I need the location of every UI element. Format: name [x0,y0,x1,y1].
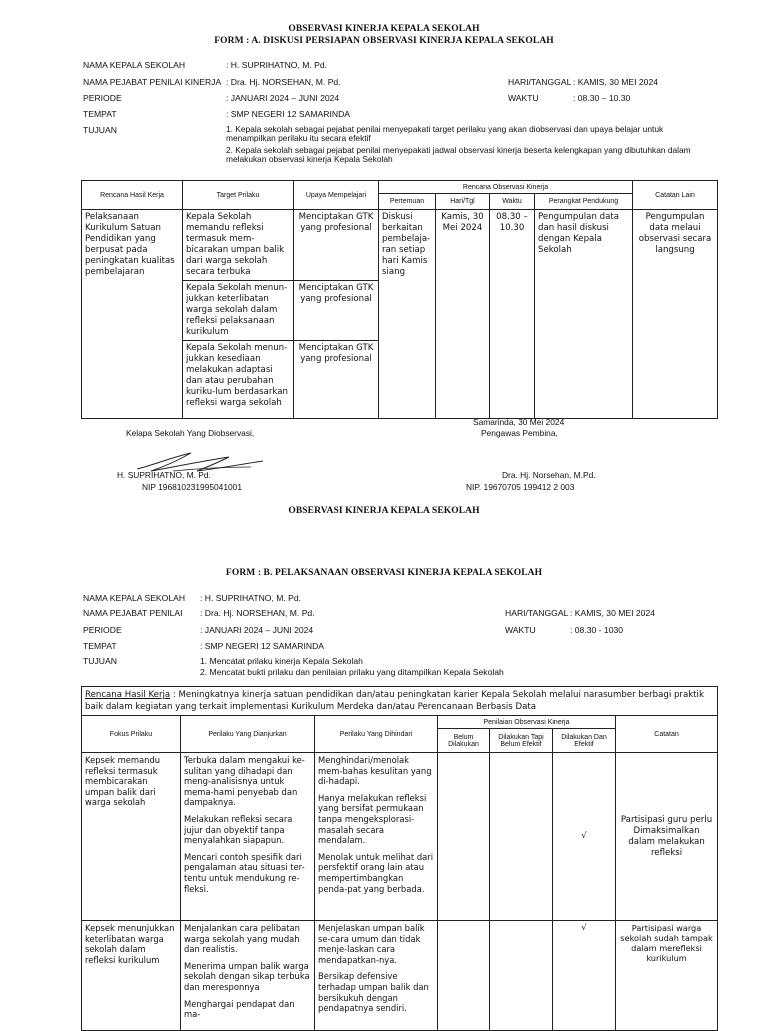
a-periode-label: PERIODE [83,93,122,103]
a-left-title: Kelapa Sekolah Yang Diobservasi, [126,428,255,438]
b-hari-label: HARI/TANGGAL [505,608,569,618]
form-b-table [81,686,718,1031]
b-row2-dianjurkan [181,921,315,1031]
form-a-table [81,180,718,419]
b-row2-anjur-3: Menghargai pendapat dan ma- [184,998,295,1020]
form-a-subtitle: FORM : A. DISKUSI PERSIAPAN OBSERVASI KINERJA KEPALA SEKOLAH [214,36,554,46]
b-tujuan-label: TUJUAN [83,656,117,666]
b-header-penilaian: Penilaian Observasi Kinerja [438,716,616,729]
b-row1-belum [438,753,490,921]
b-row1-efektif-check: √ [553,753,616,921]
b-row1-catatan: Partisipasi guru perlu Dimaksimalkan dalam melakukan refleksi [616,753,718,921]
b-row2-tapi [490,921,553,1031]
a-header-rhk: Rencana Hasil Kerja [82,181,183,210]
b-rencana-hasil-kerja [82,687,718,716]
b-row2-efektif-check: √ [553,921,616,1031]
a-periode-value: : JANUARI 2024 – JUNI 2024 [226,93,340,103]
a-header-pertemuan: Pertemuan [379,194,436,210]
a-tempat-value: : SMP NEGERI 12 SAMARINDA [226,109,351,119]
b-rk-text: : Meningkatnya kinerja satuan pendidikan dan/atau peningkatan karier Kepala Sekolah melalui narasumber berbagi praktik baik dalam kegiatan yang terkait implementasi Kurikulum Merdeka dan/atau Perencanaan Berbasis Data [85,690,704,712]
a-cell-waktu: 08.30 – 10.30 [490,210,535,419]
a-tujuan-2: 2. Kepala sekolah sebagai pejabat penilai menyepakati jadwal observasi kinerja beserta kelengkapan yang dibutuhkan dalam melakukan observasi kinerja Kepala Sekolah [226,145,691,165]
a-tujuan-label: TUJUAN [83,125,117,135]
a-cell-catatan: Pengumpulan data melaui observasi secara langsung [633,210,718,419]
a-cell-upaya-2: Menciptakan GTK yang profesional [294,281,379,341]
b-row1-dianjurkan [181,753,315,921]
a-header-rencana: Rencana Observasi Kinerja [379,181,633,194]
b-waktu-value: : 08.30 - 1030 [570,625,624,635]
b-row2-dihindari [315,921,438,1031]
b-row1-anjur-3: Mencari contoh spesifik dari pengalaman atau situasi ter-tentu untuk mendukung re-fleksi. [184,851,305,894]
a-tempat-label: TEMPAT [83,109,117,119]
form-b-title: FORM : B. PELAKSANAAN OBSERVASI KINERJA KEPALA SEKOLAH [225,568,543,578]
b-header-belum: Belum Dilakukan [438,729,490,753]
b-nama-kepsek-value: : H. SUPRIHATNO, M. Pd. [200,593,302,603]
a-cell-target-3: Kepala Sekolah menun-jukkan kesediaan melakukan adaptasi dan atau perubahan kuriku-lum berdasarkan refleksi warga sekolah [183,341,294,419]
b-row1-hindar-2: Hanya melakukan refleksi yang bersifat permukaan tanpa mengeksplorasi-masalah secara mendalam. [318,792,427,846]
b-row2-belum [438,921,490,1031]
a-header-catatan: Catatan Lain [633,181,718,210]
b-nama-penilai-label: NAMA PEJABAT PENILAI [83,608,183,618]
b-row1-anjur-2: Melakukan refleksi secara jujur dan obyektif tanpa menyalahkan siapapun. [184,813,293,846]
a-left-name: H. SUPRIHATNO, M. Pd. [117,470,211,480]
a-right-title: Pengawas Pembina, [481,428,558,438]
b-periode-value: : JANUARI 2024 – JUNI 2024 [200,625,314,635]
b-row1-tapi [490,753,553,921]
a-cell-perangkat: Pengumpulan data dan hasil diskusi dengan Kepala Sekolah [535,210,633,419]
b-row1-anjur-1: Terbuka dalam mengakui ke-sulitan yang dihadapi dan meng-analisisnya untuk mema-hami penyebab dan dampaknya. [184,755,305,808]
b-header-fokus: Fokus Prilaku [82,716,181,753]
b-tujuan-2: 2. Mencatat bukti prilaku dan penilaian prilaku yang ditampilkan Kepala Sekolah [200,667,504,677]
a-nama-kepsek-value: : H. SUPRIHATNO, M. Pd. [226,60,328,70]
b-nama-kepsek-label: NAMA KEPALA SEKOLAH [83,593,186,603]
b-row2-anjur-1: Menjalankan cara pelibatan warga sekolah yang mudah dan realistis. [184,923,300,955]
b-tujuan-1: 1. Mencatat prilaku kinerja Kepala Sekolah [200,656,363,666]
form-b-top-title: OBSERVASI KINERJA KEPALA SEKOLAH [288,506,480,516]
b-row2-fokus: Kepsek menunjukkan keterlibatan warga sekolah dalam refleksi kurikulum [82,921,181,1031]
b-row2-hindar-2: Bersikap defensive terhadap umpan balik dan bersikukuh dengan pendapatnya sendiri. [318,971,429,1014]
a-waktu-label: WAKTU [508,93,539,103]
a-tujuan-1: 1. Kepala sekolah sebagai pejabat penilai menyepakati target perilaku yang akan diobservasi dan upaya belajar untuk menampilkan perilaku itu secara efektif [226,124,664,144]
b-row1-dihindari [315,753,438,921]
b-waktu-label: WAKTU [505,625,536,635]
a-header-waktu: Waktu [490,194,535,210]
a-waktu-value: : 08.30 – 10.30 [573,93,631,103]
a-cell-target-1: Kepala Sekolah memandu refleksi termasuk mem-bicarakan umpan balik dari warga sekolah secara terbuka [183,210,294,281]
b-row2-catatan: Partisipasi warga sekolah sudah tampak dalam merefleksi kurikulum [616,921,718,1031]
b-row1-hindar-3: Menolak untuk melihat dari persfektif orang lain atau mempertimbangkan penda-pat yang berbada. [318,851,434,894]
a-place-date: Samarinda, 30 Mei 2024 [473,417,565,427]
a-header-perangkat: Perangkat Pendukung [535,194,633,210]
b-rk-label: Rencana Hasil Kerja [85,690,171,700]
a-header-upaya: Upaya Mempelajari [294,181,379,210]
a-nama-penilai-label: NAMA PEJABAT PENILAI KINERJA [83,77,222,87]
a-header-target: Target Prilaku [183,181,294,210]
a-right-name: Dra. Hj. Norsehan, M.Pd. [502,470,596,480]
b-header-dihindari: Perilaku Yang Dihindari [315,716,438,753]
a-hari-label: HARI/TANGGAL [508,77,572,87]
a-cell-rhk: Pelaksanaan Kurikulum Satuan Pendidikan yang berpusat pada peningkatan kualitas pembelajaran [82,210,183,419]
b-header-efektif: Dilakukan Dan Efektif [553,729,616,753]
b-row2-hindar-1: Menjelaskan umpan balik se-cara umum dan tidak menje-laskan cara mendapatkan-nya. [318,923,425,965]
a-right-nip: NIP. 19670705 199412 2 003 [466,482,575,492]
b-header-dianjurkan: Perilaku Yang Dianjurkan [181,716,315,753]
a-cell-target-2: Kepala Sekolah menun-jukkan keterlibatan warga sekolah dalam refleksi pelaksanaan kurikulum [183,281,294,341]
b-row2-anjur-2: Menerima umpan balik warga sekolah dengan sikap terbuka dan meresponnya [184,960,310,992]
a-cell-upaya-3: Menciptakan GTK yang profesional [294,341,379,419]
b-nama-penilai-value: : Dra. Hj. NORSEHAN, M. Pd. [200,608,315,618]
b-tempat-value: : SMP NEGERI 12 SAMARINDA [200,641,325,651]
b-header-catatan: Catatan [616,716,718,753]
a-nama-kepsek-label: NAMA KEPALA SEKOLAH [83,60,186,70]
a-cell-upaya-1: Menciptakan GTK yang profesional [294,210,379,281]
b-header-tapi: Dilakukan Tapi Belum Efektif [490,729,553,753]
a-nama-penilai-value: : Dra. Hj. NORSEHAN, M. Pd. [226,77,341,87]
a-header-hari: Hari/Tgl [436,194,490,210]
a-cell-hari: Kamis, 30 Mei 2024 [436,210,490,419]
b-row1-fokus: Kepsek memandu refleksi termasuk membicarakan umpan balik dari warga sekolah [82,753,181,921]
b-row1-hindar-1: Menghindari/menolak mem-bahas kesulitan yang di-hadapi. [318,755,432,787]
b-periode-label: PERIODE [83,625,122,635]
a-hari-value: : KAMIS, 30 MEI 2024 [573,77,659,87]
a-cell-pertemuan: Diskusi berkaitan pembelaja-ran setiap hari Kamis siang [379,210,436,419]
b-hari-value: : KAMIS, 30 MEI 2024 [570,608,656,618]
b-tempat-label: TEMPAT [83,641,117,651]
form-a-title: OBSERVASI KINERJA KEPALA SEKOLAH [288,24,480,34]
a-left-nip: NIP 196810231995041001 [142,482,242,492]
